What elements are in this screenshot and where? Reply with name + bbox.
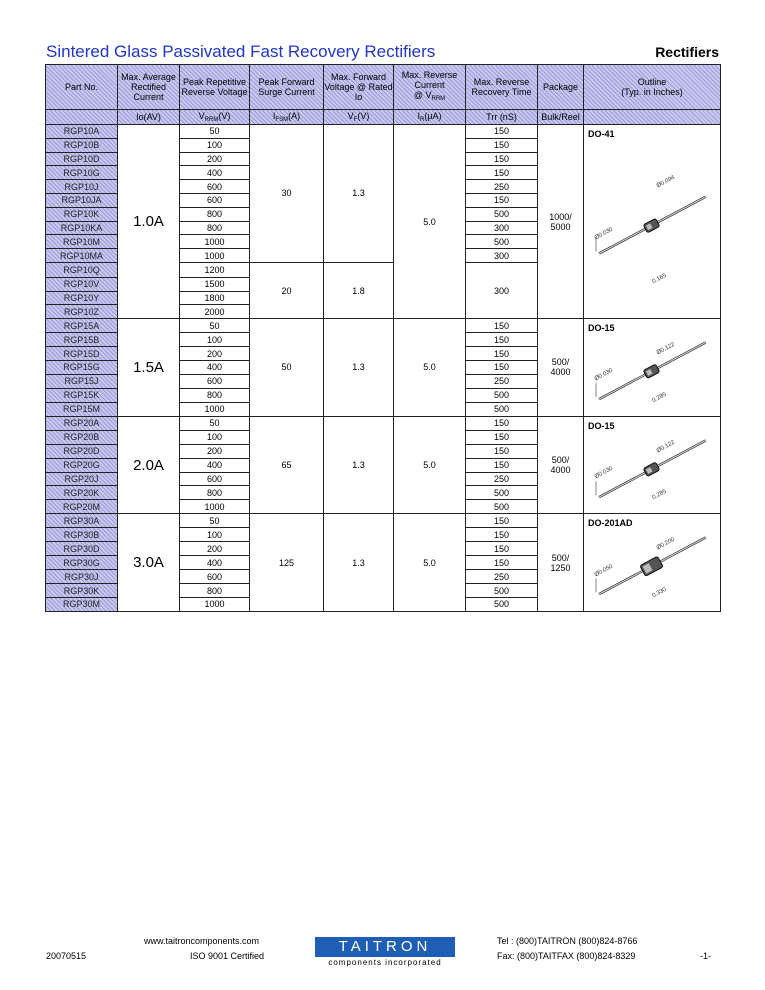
footer-fax: Fax: (800)TAITFAX (800)824-8329 xyxy=(497,951,636,961)
vrrm-value: 600 xyxy=(180,374,250,388)
unit-vf-unit: (V) xyxy=(357,111,370,121)
vrrm-value: 1000 xyxy=(180,500,250,514)
dimension-label: 0.165 xyxy=(651,272,668,285)
dimension-label: Ø0.030 xyxy=(593,465,614,481)
section-label: Rectifiers xyxy=(655,44,719,60)
trr-value: 150 xyxy=(466,166,538,180)
ifsm-value: 30 xyxy=(250,125,324,263)
table-row xyxy=(46,514,721,528)
unit-ifsm-unit: (A) xyxy=(288,111,301,121)
trr-value: 150 xyxy=(466,458,538,472)
part-number: RGP15D xyxy=(46,347,118,361)
dimension-label: 0.285 xyxy=(651,391,668,404)
part-number: RGP20D xyxy=(46,444,118,458)
dimension-label: Ø0.200 xyxy=(655,537,676,552)
vrrm-value: 800 xyxy=(180,388,250,402)
footer-page: -1- xyxy=(700,951,711,961)
part-number: RGP10V xyxy=(46,277,118,291)
part-number: RGP15A xyxy=(46,319,118,333)
vrrm-value: 600 xyxy=(180,180,250,194)
package-outline-label: DO-15 xyxy=(588,420,615,431)
vrrm-value: 100 xyxy=(180,333,250,347)
diode-outline-drawing xyxy=(584,417,719,514)
trr-value: 150 xyxy=(466,528,538,542)
package-line-1: 500/ xyxy=(551,552,570,563)
header-reverse-current-at: @ V xyxy=(413,90,432,100)
vrrm-value: 200 xyxy=(180,152,250,166)
package-value xyxy=(538,514,584,612)
package-value xyxy=(538,319,584,417)
part-number: RGP10KA xyxy=(46,221,118,235)
ir-value: 5.0 xyxy=(394,319,466,417)
table-row xyxy=(46,319,721,333)
vrrm-value: 600 xyxy=(180,472,250,486)
part-number: RGP10A xyxy=(46,125,118,139)
unit-vf xyxy=(324,110,394,125)
vrrm-value: 600 xyxy=(180,570,250,584)
avg-current-value: 1.0A xyxy=(118,125,180,319)
trr-value: 250 xyxy=(466,180,538,194)
dimension-label: 0.330 xyxy=(651,586,668,599)
vrrm-value: 50 xyxy=(180,125,250,139)
trr-value: 150 xyxy=(466,138,538,152)
outline-wrapper xyxy=(584,125,720,318)
vrrm-value: 800 xyxy=(180,207,250,221)
diode-outline-drawing xyxy=(584,319,719,416)
unit-vf-sym: V xyxy=(347,111,354,121)
vrrm-value: 400 xyxy=(180,361,250,375)
part-number: RGP30A xyxy=(46,514,118,528)
part-number: RGP15M xyxy=(46,402,118,416)
unit-part xyxy=(46,110,118,125)
unit-vrrm-sym: V xyxy=(198,111,205,121)
trr-value: 150 xyxy=(466,556,538,570)
part-number: RGP15K xyxy=(46,388,118,402)
vrrm-value: 1000 xyxy=(180,402,250,416)
trr-value: 150 xyxy=(466,125,538,139)
vrrm-value: 200 xyxy=(180,347,250,361)
trr-value: 150 xyxy=(466,361,538,375)
trr-value: 300 xyxy=(466,221,538,235)
header-peak-reverse: Peak Repetitive Reverse Voltage xyxy=(180,65,250,110)
dimension-label: Ø0.122 xyxy=(655,439,676,455)
part-number: RGP30M xyxy=(46,598,118,612)
diode-outline-drawing xyxy=(584,514,719,611)
dimension-label: Ø0.050 xyxy=(593,563,614,578)
part-number: RGP20J xyxy=(46,472,118,486)
vrrm-value: 100 xyxy=(180,430,250,444)
part-number: RGP20A xyxy=(46,416,118,430)
trr-value: 150 xyxy=(466,444,538,458)
header-recovery: Max. Reverse Recovery Time xyxy=(466,65,538,110)
package-outline-label: DO-15 xyxy=(588,323,615,334)
avg-current-value: 1.5A xyxy=(118,319,180,417)
vrrm-value: 1000 xyxy=(180,235,250,249)
footer-tel: Tel : (800)TAITRON (800)824-8766 xyxy=(497,936,638,946)
vrrm-value: 200 xyxy=(180,444,250,458)
vrrm-value: 1800 xyxy=(180,291,250,305)
trr-value: 150 xyxy=(466,430,538,444)
outline-cell xyxy=(584,125,721,319)
part-number: RGP10JA xyxy=(46,193,118,207)
vrrm-value: 400 xyxy=(180,458,250,472)
part-number: RGP10Q xyxy=(46,262,118,277)
trr-value: 500 xyxy=(466,486,538,500)
footer-iso: ISO 9001 Certified xyxy=(190,951,265,961)
vrrm-value: 1500 xyxy=(180,277,250,291)
outline-cell xyxy=(584,514,721,612)
part-number: RGP20B xyxy=(46,430,118,444)
unit-ir-sym: I xyxy=(417,111,420,121)
trr-value: 250 xyxy=(466,374,538,388)
rectifier-spec-table xyxy=(45,64,721,612)
ir-value: 5.0 xyxy=(394,125,466,319)
table-row xyxy=(46,416,721,430)
vrrm-value: 200 xyxy=(180,542,250,556)
trr-value: 150 xyxy=(466,416,538,430)
unit-pkg: Bulk/Reel xyxy=(538,110,584,125)
dimension-label: Ø0.030 xyxy=(593,226,614,242)
vrrm-value: 1000 xyxy=(180,598,250,612)
vrrm-value: 800 xyxy=(180,486,250,500)
vrrm-value: 1000 xyxy=(180,249,250,263)
part-number: RGP20G xyxy=(46,458,118,472)
vf-value: 1.8 xyxy=(324,262,394,318)
header-part-no: Part No. xyxy=(46,65,118,110)
trr-value: 500 xyxy=(466,500,538,514)
unit-vrrm-sub: RRM xyxy=(204,117,219,123)
header-outline-sub: (Typ. in Inches) xyxy=(621,87,683,97)
unit-ir xyxy=(394,110,466,125)
part-number: RGP20M xyxy=(46,500,118,514)
trr-value: 250 xyxy=(466,472,538,486)
dimension-label: 0.285 xyxy=(651,488,668,502)
vrrm-value: 800 xyxy=(180,584,250,598)
ifsm-value: 50 xyxy=(250,319,324,417)
package-line-1: 500/ xyxy=(551,357,570,368)
part-number: RGP10B xyxy=(46,138,118,152)
outline-cell xyxy=(584,319,721,417)
part-number: RGP15B xyxy=(46,333,118,347)
dimension-label: Ø0.094 xyxy=(655,174,676,190)
dimension-label: Ø0.122 xyxy=(655,341,676,357)
header-reverse-current-sub: RRM xyxy=(431,96,446,102)
outline-wrapper xyxy=(584,514,720,611)
trr-value: 500 xyxy=(466,402,538,416)
unit-vrrm-unit: (V) xyxy=(218,111,231,121)
unit-vf-sub: F xyxy=(353,117,358,123)
vrrm-value: 100 xyxy=(180,528,250,542)
vrrm-value: 2000 xyxy=(180,305,250,319)
part-number: RGP10K xyxy=(46,207,118,221)
header-avg-current: Max. Average Rectified Current xyxy=(118,65,180,110)
package-value xyxy=(538,125,584,319)
header-reverse-current-text: Max. Reverse Current xyxy=(401,70,458,90)
trr-value: 150 xyxy=(466,542,538,556)
unit-ir-unit: (µA) xyxy=(424,111,442,121)
trr-value: 150 xyxy=(466,347,538,361)
outline-wrapper xyxy=(584,417,720,514)
vrrm-value: 800 xyxy=(180,221,250,235)
package-value xyxy=(538,416,584,514)
trr-value: 150 xyxy=(466,514,538,528)
vrrm-value: 50 xyxy=(180,514,250,528)
header-forward-voltage: Max. Forward Voltage @ Rated Io xyxy=(324,65,394,110)
part-number: RGP10MA xyxy=(46,249,118,263)
page-title: Sintered Glass Passivated Fast Recovery Rectifiers xyxy=(46,42,436,61)
package-outline-label: DO-41 xyxy=(588,129,615,139)
part-number: RGP10M xyxy=(46,235,118,249)
footer-website: www.taitroncomponents.com xyxy=(144,936,260,946)
part-number: RGP10Z xyxy=(46,305,118,319)
vrrm-value: 600 xyxy=(180,193,250,207)
trr-value: 250 xyxy=(466,570,538,584)
part-number: RGP30B xyxy=(46,528,118,542)
trr-value: 500 xyxy=(466,388,538,402)
ir-value: 5.0 xyxy=(394,416,466,514)
part-number: RGP30K xyxy=(46,584,118,598)
package-line-2: 4000 xyxy=(550,367,571,378)
trr-value: 150 xyxy=(466,193,538,207)
part-number: RGP30J xyxy=(46,570,118,584)
unit-ifsm-sub: FSM xyxy=(275,117,289,123)
part-number: RGP30G xyxy=(46,556,118,570)
footer-date: 20070515 xyxy=(46,951,87,961)
unit-io: Io(AV) xyxy=(118,110,180,125)
trr-value: 500 xyxy=(466,598,538,612)
part-number: RGP15J xyxy=(46,374,118,388)
header-package: Package xyxy=(538,65,584,110)
part-number: RGP10D xyxy=(46,152,118,166)
avg-current-value: 2.0A xyxy=(118,416,180,514)
vf-value: 1.3 xyxy=(324,514,394,612)
vrrm-value: 400 xyxy=(180,556,250,570)
part-number: RGP10Y xyxy=(46,291,118,305)
package-line-2: 1250 xyxy=(550,562,571,573)
trr-value: 150 xyxy=(466,152,538,166)
vrrm-value: 50 xyxy=(180,416,250,430)
ifsm-value: 125 xyxy=(250,514,324,612)
unit-ir-sub: R xyxy=(419,117,425,123)
part-number: RGP10G xyxy=(46,166,118,180)
ir-value: 5.0 xyxy=(394,514,466,612)
trr-value: 500 xyxy=(466,235,538,249)
package-line-1: 1000/ xyxy=(549,211,572,222)
unit-ifsm xyxy=(250,110,324,125)
header-reverse-current xyxy=(394,65,466,110)
taitron-logo: TAITRON xyxy=(315,937,455,957)
unit-outline xyxy=(584,110,721,125)
ifsm-value: 65 xyxy=(250,416,324,514)
outline-wrapper xyxy=(584,319,720,416)
package-line-2: 4000 xyxy=(550,465,571,476)
vf-value: 1.3 xyxy=(324,319,394,417)
trr-value: 150 xyxy=(466,319,538,333)
package-line-2: 5000 xyxy=(550,221,571,232)
vrrm-value: 400 xyxy=(180,166,250,180)
trr-value: 500 xyxy=(466,584,538,598)
table-row xyxy=(46,125,721,139)
taitron-logo-sub: components incorporated xyxy=(328,958,442,967)
diode-outline-drawing xyxy=(584,125,719,318)
vrrm-value: 50 xyxy=(180,319,250,333)
outline-cell xyxy=(584,416,721,514)
unit-vrrm xyxy=(180,110,250,125)
vrrm-value: 100 xyxy=(180,138,250,152)
trr-value: 300 xyxy=(466,262,538,318)
header-surge: Peak Forward Surge Current xyxy=(250,65,324,110)
part-number: RGP20K xyxy=(46,486,118,500)
vrrm-value: 1200 xyxy=(180,262,250,277)
trr-value: 500 xyxy=(466,207,538,221)
package-outline-label: DO-201AD xyxy=(588,518,633,529)
package-line-1: 500/ xyxy=(551,455,570,466)
header-outline-text: Outline xyxy=(637,77,667,87)
ifsm-value: 20 xyxy=(250,262,324,318)
vf-value: 1.3 xyxy=(324,125,394,263)
trr-value: 150 xyxy=(466,333,538,347)
vf-value: 1.3 xyxy=(324,416,394,514)
header-outline xyxy=(584,65,721,110)
dimension-label: Ø0.030 xyxy=(593,368,614,383)
unit-trr: Trr (nS) xyxy=(466,110,538,125)
trr-value: 300 xyxy=(466,249,538,263)
part-number: RGP10J xyxy=(46,180,118,194)
unit-ifsm-sym: I xyxy=(272,111,276,121)
part-number: RGP15G xyxy=(46,361,118,375)
part-number: RGP30D xyxy=(46,542,118,556)
avg-current-value: 3.0A xyxy=(118,514,180,612)
